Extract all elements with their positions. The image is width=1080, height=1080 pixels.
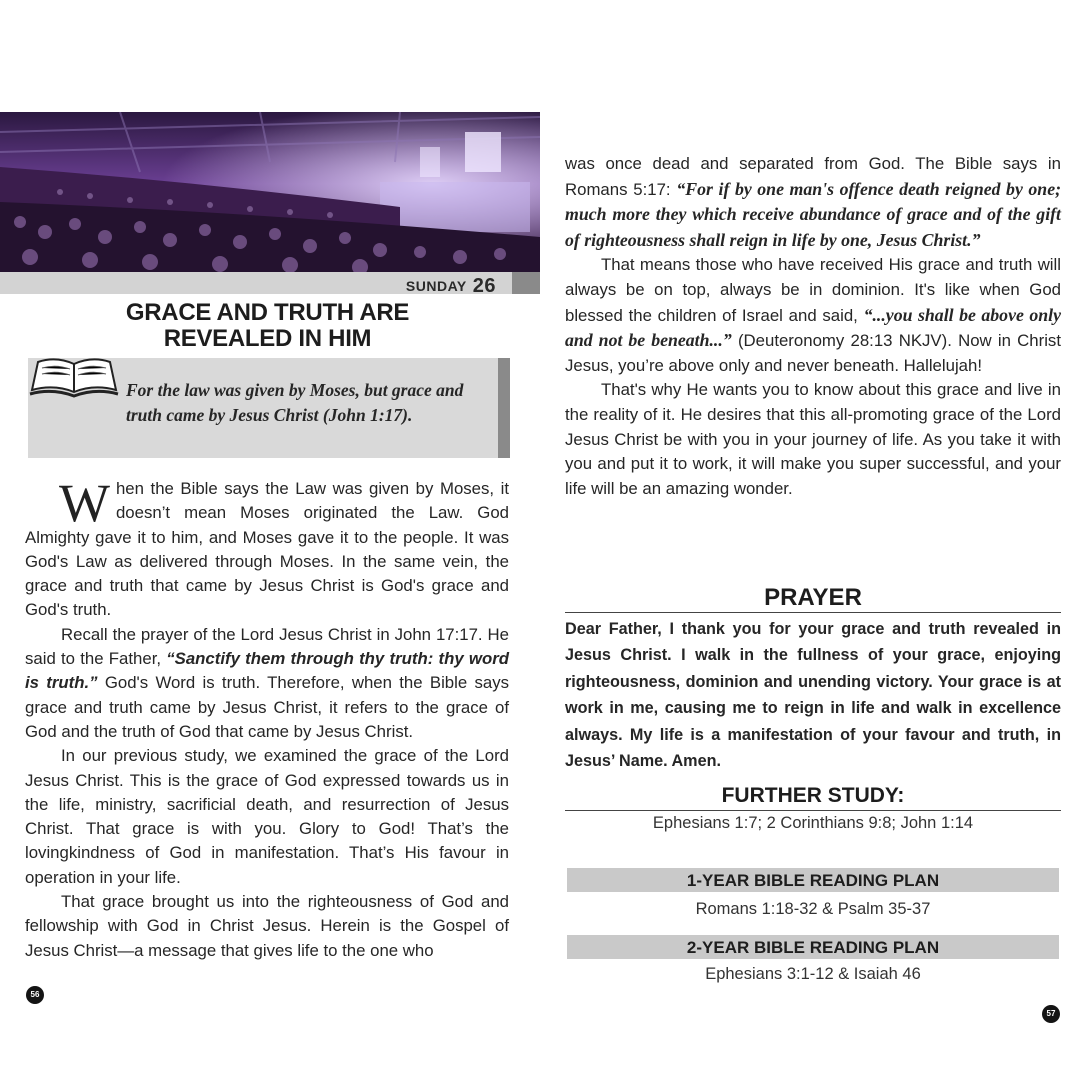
right-paragraph-1-before: was once dead and separated from God. The Bible says in Romans 5:17: [565, 154, 1061, 199]
plan-2-text: Ephesians 3:1-12 & Isaiah 46 [705, 965, 921, 983]
right-paragraph-2-before: That means those who have received His grace and truth will always be on top, always be in dominion. It's like when God blessed the children of Israel and said, [565, 255, 1061, 325]
day-number: 26 [472, 275, 496, 297]
further-study-heading: FURTHER STUDY: [565, 782, 1061, 811]
paragraph-4: That grace brought us into the righteousness of God and fellowship with God in Christ Jesus. Herein is the Gospel of Jesus Christ—a message that gives life to the one who [25, 892, 509, 960]
plan-1-text: Romans 1:18-32 & Psalm 35-37 [695, 900, 931, 918]
right-paragraph-2-after: (Deuteronomy 28:13 NKJV). Now in Christ Jesus, you’re above only and never beneath. Hallelujah! [565, 331, 1061, 375]
paragraph-2 [25, 623, 509, 744]
right-paragraph-1 [565, 152, 1061, 253]
paragraph-1 [25, 473, 509, 623]
date-label [406, 274, 496, 297]
prayer-text: Dear Father, I thank you for your grace and truth revealed in Jesus Christ. I walk in the fullness of your grace, enjoying righteousness, dominion and unending victory. Your grace is at work in me, causing me to reign in life and walk in excellence always. My life is a manifestation of your favour and truth, in Jesus’ Name. Amen. [565, 620, 1061, 771]
page-number-left: 56 [26, 986, 44, 1004]
paragraph-2-before: Recall the prayer of the Lord Jesus Christ in John 17:17. He said to the Father, [25, 624, 509, 669]
date-bar [0, 272, 540, 297]
paragraph-2-quote: “Sanctify them through thy truth: thy word is truth.” [25, 649, 509, 693]
page-number-right: 57 [1042, 1005, 1060, 1023]
right-paragraph-2-quote: “...you shall be above only and not be beneath...” [565, 304, 1061, 351]
title-line-2: REVEALED IN HIM [163, 325, 372, 352]
right-paragraph-1-quote: “For if by one man's offence death reigned by one; much more they which receive abundance of grace and of the gift of righteousness shall reign in life by one, Jesus Christ.” [565, 178, 1062, 250]
paragraph-1-text: hen the Bible says the Law was given by Moses, it doesn’t mean Moses originated the Law. God Almighty gave it to him, and Moses gave it to the people. It was God's Law as delivered through Moses. In the same vein, the grace and truth that came by Jesus Christ is God's grace and God's truth. [25, 479, 509, 620]
right-paragraph-2 [565, 253, 1061, 378]
further-study-refs: Ephesians 1:7; 2 Corinthians 9:8; John 1:14 [652, 814, 974, 832]
right-page [562, 148, 1062, 1048]
plan-1-heading: 1-YEAR BIBLE READING PLAN [567, 868, 1059, 892]
plan-2-heading: 2-YEAR BIBLE READING PLAN [567, 935, 1059, 959]
date-bar-accent [512, 272, 540, 294]
open-book-icon [28, 354, 120, 405]
paragraph-3: In our previous study, we examined the grace of the Lord Jesus Christ. This is the grace of God expressed towards us in the life, ministry, sacrificial death, and resurrection of Jesus Christ. That grace is with you. Glory to God! That’s the lovingkindness of God in manifestation. That’s His favour in operation in your life. [25, 746, 509, 887]
key-verse-text: For the law was given by Moses, but grace and truth came by Jesus Christ (John 1:17). [126, 380, 464, 425]
left-page [0, 112, 540, 1012]
devotional-title [0, 300, 535, 352]
right-paragraph-3: That's why He wants you to know about this grace and live in the reality of it. He desires that this all-promoting grace of the Lord Jesus Christ be with you in your journey of life. As you take it with you and put it to work, it will make you super successful, and your life will be an amazing wonder. [565, 380, 1061, 498]
paragraph-2-after: God's Word is truth. Therefore, when the Bible says grace and truth came by Jesus Christ, it refers to the grace of God and the truth of God that came by Jesus Christ. [25, 673, 509, 741]
prayer-heading: PRAYER [565, 584, 1061, 613]
drop-cap: W [59, 473, 110, 533]
title-line-1: GRACE AND TRUTH ARE [125, 299, 410, 326]
left-body-text [25, 473, 509, 963]
day-name: SUNDAY [405, 278, 467, 294]
hero-photo-church-crowd [0, 112, 540, 272]
key-verse-box [28, 358, 510, 458]
right-body-text [565, 152, 1061, 501]
